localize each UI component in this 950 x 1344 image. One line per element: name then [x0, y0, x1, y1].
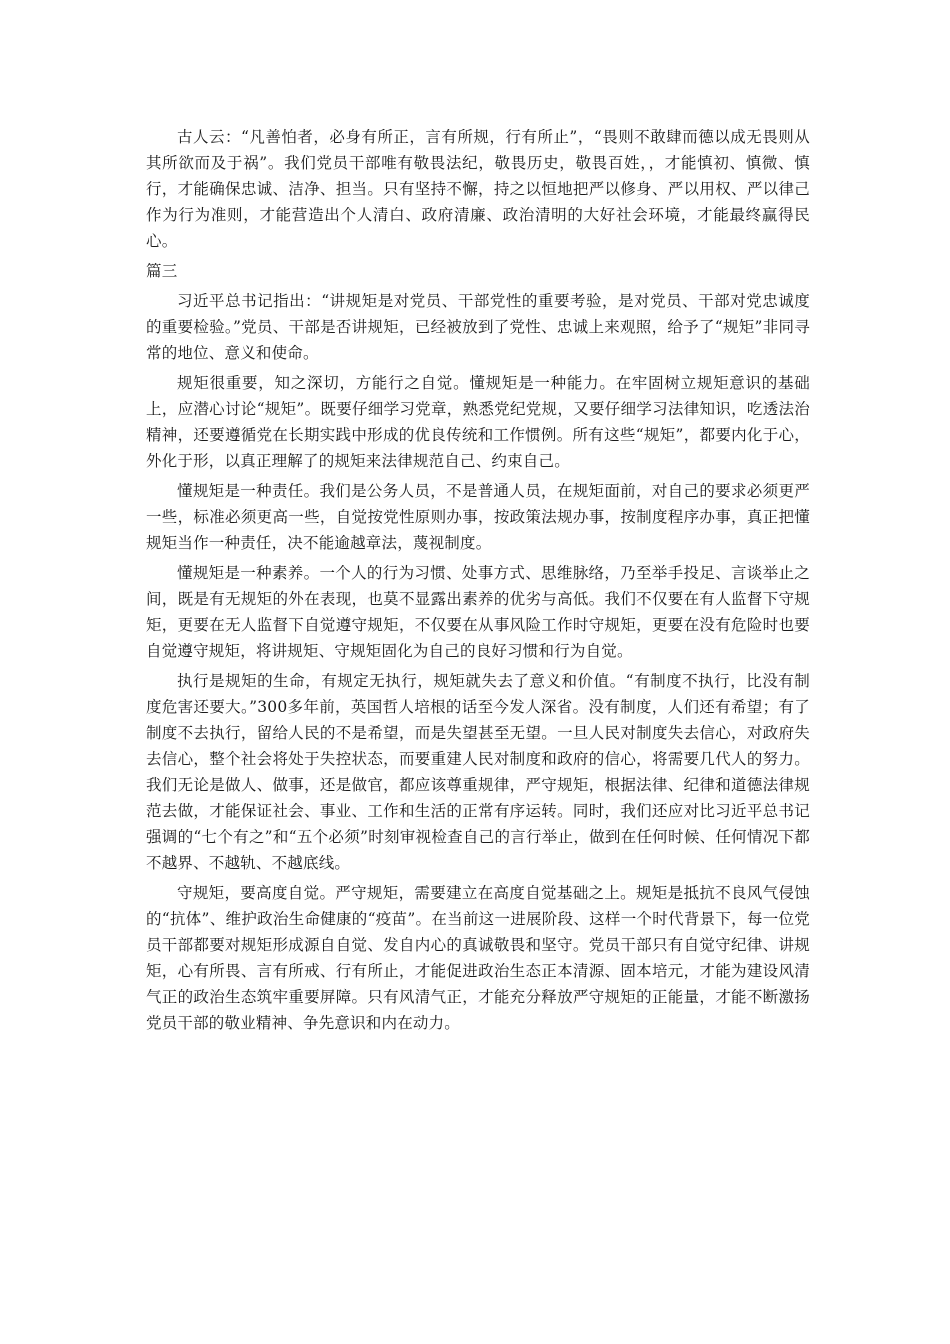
paragraph-ability: 规矩很重要，知之深切，方能行之自觉。懂规矩是一种能力。在牢固树立规矩意识的基础上，应潜心讨论“规矩”。既要仔细学习党章，熟悉党纪党规，又要仔细学习法律知识，吃透法治精神，还要遵循党在长期实践中形成的优良传统和工作惯例。所有这些“规矩”，都要内化于心，外化于形，以真正理解了的规矩来法律规范自己、约束自己。	[146, 374, 810, 470]
paragraph-responsibility: 懂规矩是一种责任。我们是公务人员，不是普通人员，在规矩面前，对自己的要求必须更严一些，标准必须更高一些，自觉按党性原则办事，按政策法规办事，按制度程序办事，真正把懂规矩当作一种责任，决不能逾越章法，蔑视制度。	[146, 482, 810, 552]
paragraph-self-discipline: 守规矩，要高度自觉。严守规矩，需要建立在高度自觉基础之上。规矩是抵抗不良风气侵蚀的“抗体”、维护政治生命健康的“疫苗”。在当前这一进展阶段、这样一个时代背景下，每一位党员干部都要对规矩形成源自自觉、发自内心的真诚敬畏和坚守。党员干部只有自觉守纪律、讲规矩，心有所畏、言有所戒、行有所止，才能促进政治生态正本清源、固本培元，才能为建设风清气正的政治生态筑牢重要屏障。只有风清气正，才能充分释放严守规矩的正能量，才能不断激扬党员干部的敬业精神、争先意识和内在动力。	[146, 884, 810, 1032]
paragraph-quote: 习近平总书记指出：“讲规矩是对党员、干部党性的重要考验，是对党员、干部对党忠诚度的重要检验。”党员、干部是否讲规矩，已经被放到了党性、忠诚上来观照，给予了“规矩”非同寻常的地位、意义和使命。	[146, 292, 810, 362]
paragraph-execution: 执行是规矩的生命，有规定无执行，规矩就失去了意义和价值。“有制度不执行，比没有制度危害还要大。”300多年前，英国哲人培根的话至今发人深省。没有制度，人们还有希望；有了制度不去执行，留给人民的不是希望，而是失望甚至无望。一旦人民对制度失去信心，对政府失去信心，整个社会将处于失控状态，而要重建人民对制度和政府的信心，将需要几代人的努力。我们无论是做人、做事，还是做官，都应该尊重规律，严守规矩，根据法律、纪律和道德法律规范去做，才能保证社会、事业、工作和生活的正常有序运转。同时，我们还应对比习近平总书记强调的“七个有之”和“五个必须”时刻审视检查自己的言行举止，做到在任何时候、任何情况下都不越界、不越轨、不越底线。	[146, 672, 810, 872]
section-heading: 篇三	[146, 262, 178, 280]
paragraph-intro: 古人云：“凡善怕者，必身有所正，言有所规，行有所止”，“畏则不敢肆而德以成无畏则从其所欲而及于祸”。我们党员干部唯有敬畏法纪，敬畏历史，敬畏百姓，，才能慎初、慎微、慎行，才能确保忠诚、洁净、担当。只有坚持不懈，持之以恒地把严以修身、严以用权、严以律己作为行为准则，才能营造出个人清白、政府清廉、政治清明的大好社会环境，才能最终赢得民心。	[146, 128, 810, 250]
paragraph-cultivation: 懂规矩是一种素养。一个人的行为习惯、处事方式、思维脉络，乃至举手投足、言谈举止之间，既是有无规矩的外在表现，也莫不显露出素养的优劣与高低。我们不仅要在有人监督下守规矩，更要在无人监督下自觉遵守规矩，不仅要在从事风险工作时守规矩，更要在没有危险时也要自觉遵守规矩，将讲规矩、守规矩固化为自己的良好习惯和行为自觉。	[146, 564, 810, 660]
document-body	[146, 124, 810, 1040]
